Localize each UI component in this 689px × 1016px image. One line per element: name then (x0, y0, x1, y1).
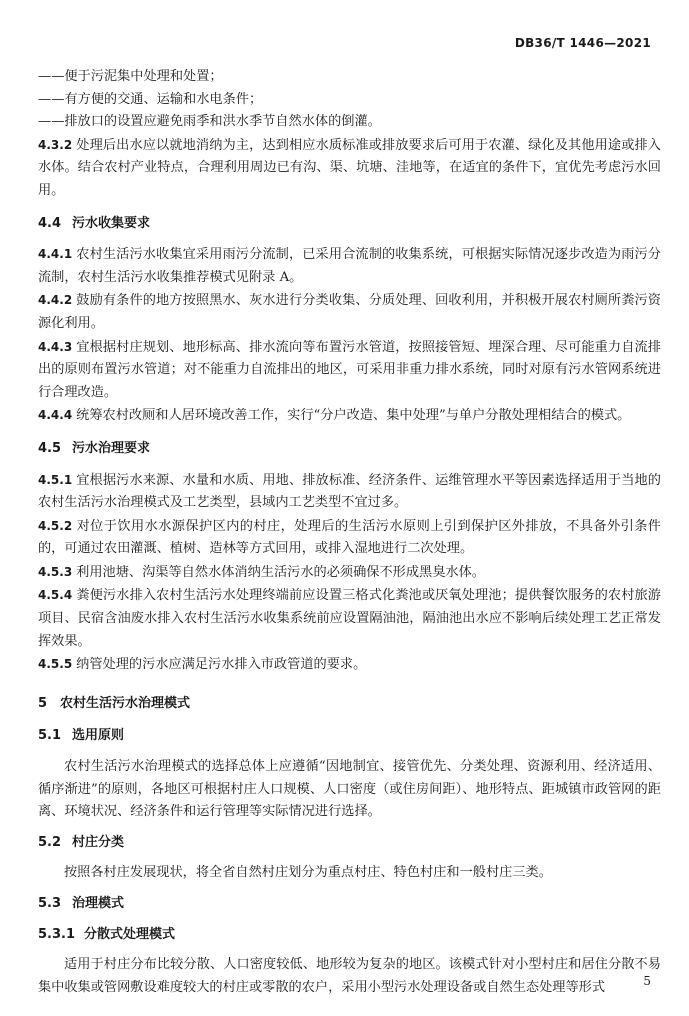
clause-text: 利用池塘、沟渠等自然水体消纳生活污水的必须确保不形成黑臭水体。 (76, 564, 485, 580)
clause-4-5-1 (38, 469, 661, 515)
list-item: ——便于污泥集中处理和处置； (38, 69, 223, 84)
section-title: 选用原则 (72, 728, 125, 744)
section-heading-4-4 (38, 213, 661, 236)
clause-number: 4.4.2 (38, 293, 73, 308)
clause-text: 粪便污水排入农村生活污水处理终端前应设置三格式化粪池或厌氧处理池；提供餐饮服务的农村旅游项目、民宿含油废水排入农村生活污水收集系统前应设置隔油池，隔油池出水应不影响后续处理工艺正常发挥效果。 (38, 588, 661, 649)
section-number: 5.1 (38, 728, 62, 744)
clause-4-4-1 (38, 243, 661, 289)
section-heading-5-3 (38, 893, 661, 916)
clause-4-3-2 (38, 134, 661, 203)
clause-number: 4.4.4 (38, 408, 73, 423)
clause-4-5-3 (38, 561, 661, 585)
section-number: 4.4 (38, 215, 62, 231)
paragraph-5-3-1: 适用于村庄分布比较分散、人口密度较低、地形较为复杂的地区。该模式针对小型村庄和居住分散不易集中收集或管网敷设难度较大的村庄或零散的农户，采用小型污水处理设备或自然生态处理等形式 (38, 957, 661, 995)
clause-text: 统筹农村改厕和人居环境改善工作，实行“分户改造、集中处理”与单户分散处理相结合的模式。 (76, 408, 631, 424)
clause-text: 纳管处理的污水应满足污水排入市政管道的要求。 (76, 657, 367, 673)
paragraph-5-2: 按照各村庄发展现状，将全省自然村庄划分为重点村庄、特色村庄和一般村庄三类。 (64, 865, 552, 881)
clause-text: 宜根据污水来源、水量和水质、用地、排放标准、经济条件、运维管理水平等因素选择适用于当地的农村生活污水治理模式及工艺类型，县域内工艺类型不宜过多。 (38, 472, 661, 511)
document-body (38, 66, 661, 999)
chapter-heading-5 (38, 693, 661, 716)
clause-4-4-3 (38, 336, 661, 405)
section-heading-5-3-1 (38, 924, 661, 947)
clause-number: 4.5.3 (38, 564, 73, 579)
clause-text: 鼓励有条件的地方按照黑水、灰水进行分类收集、分质处理、回收利用，并积极开展农村厕所粪污资源化利用。 (38, 293, 661, 331)
clause-4-5-5 (38, 653, 661, 677)
section-title: 治理模式 (72, 896, 125, 911)
clause-text: 处理后出水应以就地消纳为主，达到相应水质标准或排放要求后可用于农灌、绿化及其他用途或排入水体。结合农村产业特点，合理利用周边已有沟、渠、坑塘、洼地等，在适宜的条件下，宜优先考虑污水回用。 (38, 137, 661, 198)
clause-text: 对位于饮用水水源保护区内的村庄，处理后的生活污水原则上引到保护区外排放，不具备外引条件的，可通过农田灌溉、植树、造林等方式回用，或排入湿地进行二次处理。 (38, 518, 661, 557)
section-heading-5-1 (38, 725, 661, 748)
section-title: 污水治理要求 (72, 440, 151, 456)
clause-4-5-2 (38, 515, 661, 561)
clause-number: 4.4.1 (38, 247, 73, 262)
list-item: ——有方便的交通、运输和水电条件； (38, 91, 263, 107)
paragraph-5-1: 农村生活污水治理模式的选择总体上应遵循“因地制宜、接管优先、分类处理、资源利用、经济适用、循序渐进”的原则，各地区可根据村庄人口规模、人口密度（或住房间距）、地形特点、距城镇市政管网的距离、环境状况、经济条件和运行管理等实际情况进行选择。 (38, 759, 661, 820)
section-heading-5-2 (38, 832, 661, 855)
section-number: 5.2 (38, 834, 62, 850)
page-number: 5 (643, 974, 651, 988)
clause-number: 4.5.1 (38, 472, 73, 487)
section-title: 污水收集要求 (72, 215, 151, 231)
section-heading-4-5 (38, 438, 661, 461)
clause-number: 4.5.5 (38, 657, 73, 672)
clause-4-4-4 (38, 404, 661, 428)
clause-text: 农村生活污水收集宜采用雨污分流制，已采用合流制的收集系统，可根据实际情况逐步改造为雨污分流制，农村生活污水收集推荐模式见附录 A。 (38, 247, 661, 285)
chapter-title: 农村生活污水治理模式 (60, 695, 191, 711)
clause-4-4-2 (38, 289, 661, 335)
section-title: 村庄分类 (72, 834, 125, 850)
clause-text: 宜根据村庄规划、地形标高、排水流向等布置污水管道，按照接管短、埋深合理、尽可能重力自流排出的原则布置污水管道；对不能重力自流排出的地区，可采用非重力排水系统，同时对原有污水管网系统进行合理改造。 (38, 339, 661, 400)
clause-4-5-4 (38, 584, 661, 653)
document-code-header: DB36/T 1446—2021 (514, 36, 651, 50)
section-number: 4.5 (38, 440, 62, 456)
clause-number: 4.5.4 (38, 588, 73, 603)
clause-number: 4.4.3 (38, 339, 73, 354)
clause-number: 4.5.2 (38, 518, 73, 533)
chapter-number: 5 (38, 695, 48, 711)
list-item: ——排放口的设置应避免雨季和洪水季节自然水体的倒灌。 (38, 114, 381, 130)
section-title: 分散式处理模式 (84, 926, 176, 942)
clause-number: 4.3.2 (38, 137, 73, 152)
section-number: 5.3.1 (38, 926, 76, 942)
section-number: 5.3 (38, 896, 62, 911)
